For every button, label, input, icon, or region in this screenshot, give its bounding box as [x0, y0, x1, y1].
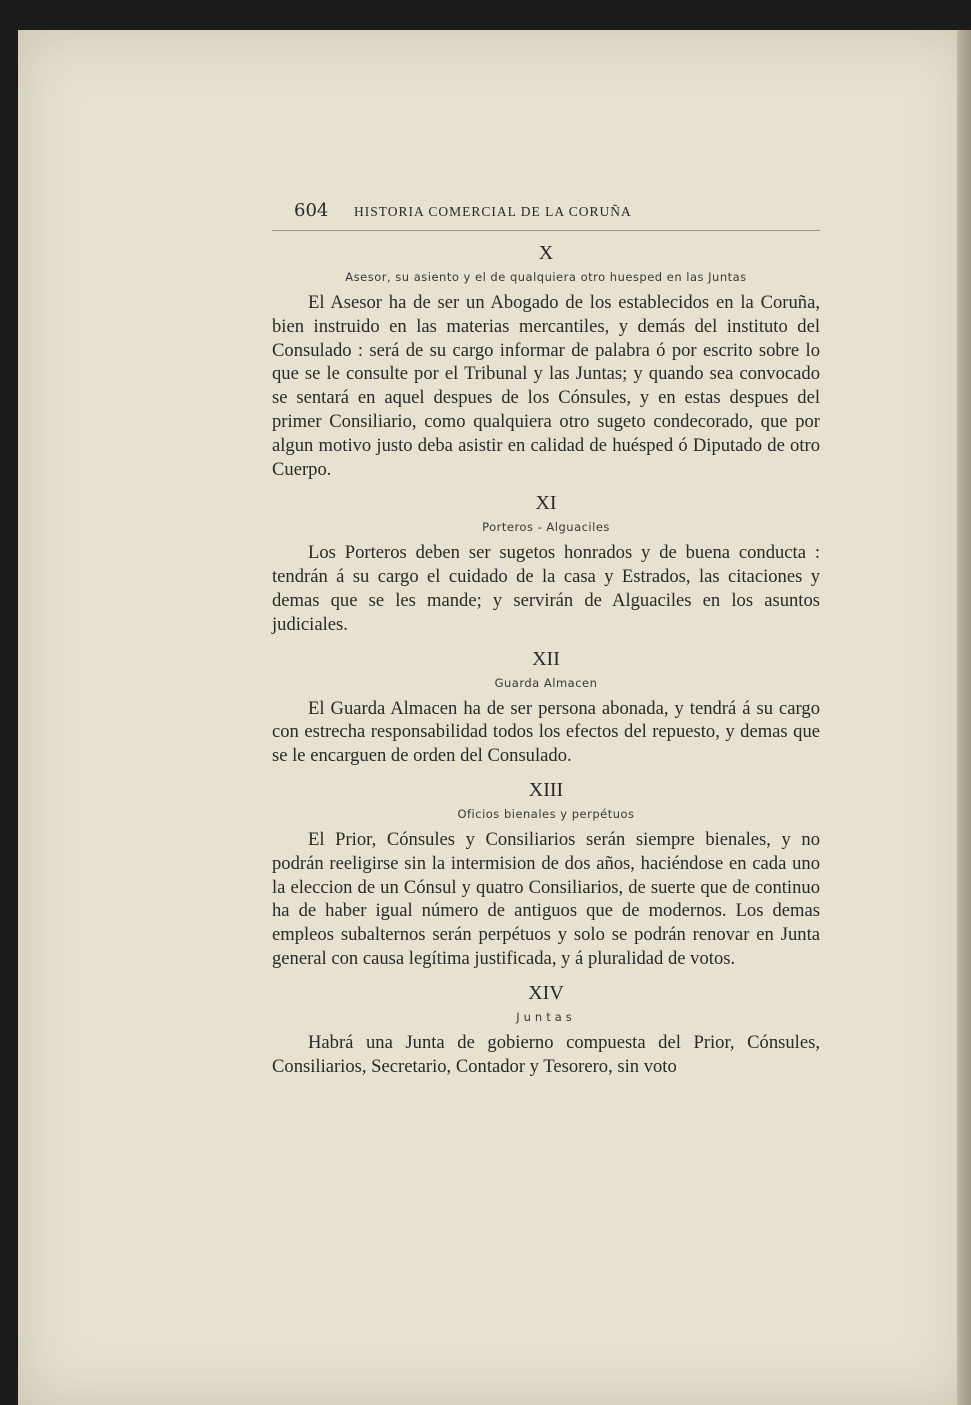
- section-title: Oficios bienales y perpétuos: [457, 806, 635, 821]
- section-xii: [272, 647, 820, 768]
- section-paragraph: Habrá una Junta de gobierno compuesta del Prior, Cónsules, Consiliarios, Secretario, Contador y Tesorero, sin voto: [272, 1031, 820, 1077]
- section-paragraph: El Guarda Almacen ha de ser persona abonada, y tendrá á su cargo con estrecha responsabilidad todos los efectos del repuesto, y demas que se le encarguen de orden del Consulado.: [272, 697, 820, 767]
- section-numeral: XIV: [528, 981, 564, 1004]
- section-numeral: XII: [532, 647, 560, 670]
- section-xiii: [272, 778, 820, 971]
- section-x: [272, 241, 820, 481]
- section-title: Juntas: [516, 1009, 576, 1024]
- section-paragraph: El Prior, Cónsules y Consiliarios serán siempre bienales, y no podrán reeligirse sin la intermision de dos años, haciéndose en cada uno la eleccion de un Cónsul y quatro Consiliarios, de suerte que de continuo ha de haber igual número de antiguos que de modernos. Los demas empleos subalternos serán perpétuos y solo se podrán renovar en Junta general con causa legítima justificada, y á pluralidad de votos.: [272, 828, 820, 969]
- running-title: HISTORIA COMERCIAL DE LA CORUÑA: [354, 204, 632, 219]
- text-block: [272, 200, 820, 1078]
- section-numeral: X: [538, 242, 554, 264]
- section-title: Porteros - Alguaciles: [482, 520, 610, 535]
- section-paragraph: El Asesor ha de ser un Abogado de los establecidos en la Coruña, bien instruido en las materias mercantiles, y demás del instituto del Consulado : será de su cargo informar de palabra ó por escrito sobre lo que se le consulte por el Tribunal y las Juntas; y quando sea convocado se sentará en aquel despues de los Cónsules, y en estas despues del primer Consiliario, como qualquiera otro sugeto condecorado, que por algun motivo justo deba asistir en calidad de huésped ó Diputado de otro Cuerpo.: [272, 292, 820, 480]
- section-numeral: XI: [535, 492, 557, 515]
- page-edge: [957, 30, 971, 1405]
- section-xiv: [272, 981, 820, 1079]
- running-head: [272, 200, 820, 231]
- page-number: 604: [294, 200, 329, 221]
- section-xi: [272, 491, 820, 636]
- section-paragraph: Los Porteros deben ser sugetos honrados y de buena conducta : tendrán á su cargo el cuidado de la casa y Estrados, las citaciones y demas que se les mande; y servirán de Alguaciles en los asuntos judiciales.: [272, 542, 820, 635]
- section-title: Asesor, su asiento y el de qualquiera otro huesped en las Juntas: [345, 270, 747, 284]
- section-numeral: XIII: [528, 778, 564, 801]
- section-title: Guarda Almacen: [494, 675, 598, 690]
